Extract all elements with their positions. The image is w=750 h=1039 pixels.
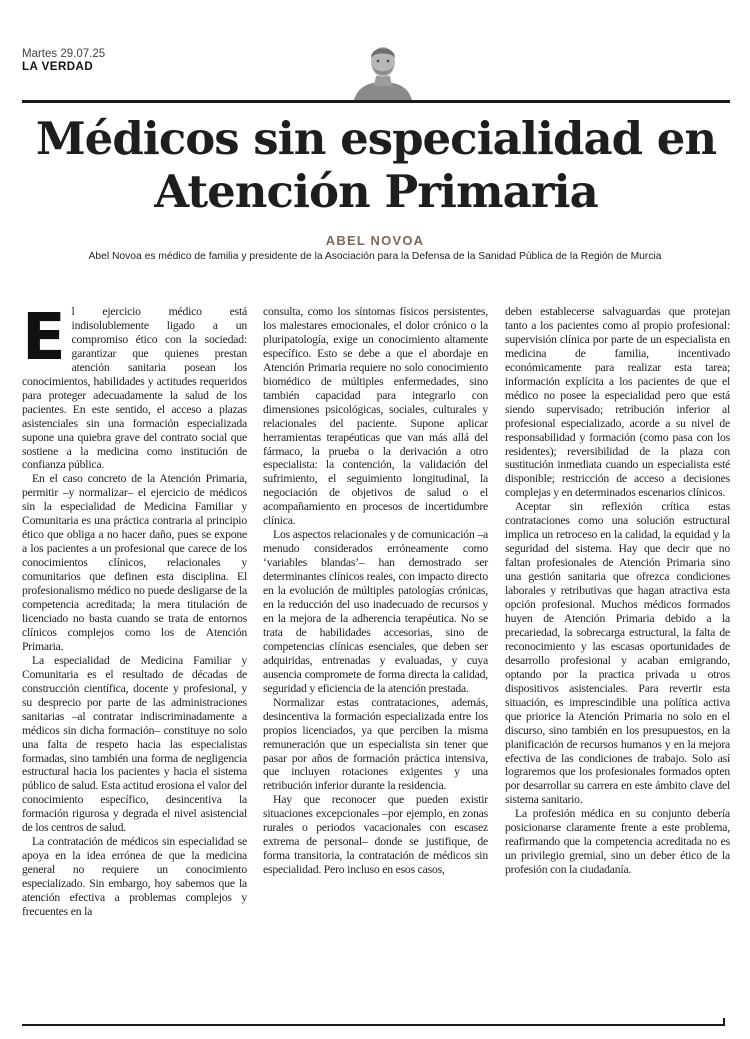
paragraph: La especialidad de Medicina Familiar y Comunitaria es el resultado de décadas de construcción científica, docente y profesional, y su desprecio por parte de las administraciones sanitarias –al contratar indiscriminadamente a médicos sin dicha formación– constituye no solo una falta de respeto hacia las especialistas formadas, sino también una forma de negligencia estructural hacia los pacientes y hacia el sistema público de salud. Esta actitud erosiona el valor del conocimiento específico, desincentiva la formación rigurosa y degrada el nivel asistencial de los centros de salud.	[22, 653, 247, 835]
footer-rule-tick	[723, 1018, 725, 1026]
paragraph: Normalizar estas contrataciones, además, desincentiva la formación especializada entre los propios licenciados, ya que perciben la misma remuneración que un especialista sin tener que pasar por años de formación práctica intensiva, que incluyen rotaciones exigentes y una retribución inferior durante la residencia.	[263, 695, 488, 793]
paragraph: Aceptar sin reflexión crítica estas contrataciones como una solución estructural implica un retroceso en la calidad, la equidad y la seguridad del sistema. Hay que decir que no faltan profesionales de Atención Primaria sino una gestión sanitaria que ofrezca condiciones laborales y retributivas que hagan atractiva esta opción profesional. Muchos médicos formados huyen de Atención Primaria debido a la precariedad, la sobrecarga estructural, la falta de reconocimiento y las escasas oportunidades de desarrollo profesional y acaban emigrando, optando por la practica privada u otros dispositivos asistenciales. Para revertir esta situación, es imprescindible una política activa que priorice la Atención Primaria no solo en el discurso, sino también en los presupuestos, en la planificación de recursos humanos y en la mejora efectiva de las condiciones de trabajo. Solo así lograremos que los profesionales formados opten por desarrollar su carrera en este ámbito clave del sistema sanitario.	[505, 500, 730, 807]
footer-rule	[22, 1024, 724, 1026]
paragraph: Hay que reconocer que pueden existir situaciones excepcionales –por ejemplo, en zonas rurales o periodos vacacionales con escasez extrema de personal– donde se justifique, de forma transitoria, la contratación de médicos sin especialidad. Pero incluso en esos casos,	[263, 793, 488, 877]
article-column-1	[22, 301, 247, 919]
masthead	[22, 48, 105, 74]
paragraph: consulta, como los síntomas físicos persistentes, los malestares emocionales, el dolor crónico o la pluripatología, exige un conocimiento altamente específico. Esto se debe a que el abordaje en Atención Primaria requiere no solo conocimiento biomédico de múltiples enfermedades, sino también capacidad para integrarlo con dimensiones psicológicas, sociales, culturales y relacionales del paciente. Supone aplicar herramientas terapéuticas que van más allá del fármaco, la prueba o la derivación a otro especialista: la contención, la validación del sufrimiento, el seguimiento longitudinal, la negociación de objetivos de salud o el acompañamiento en procesos de incertidumbre clínica.	[263, 305, 488, 528]
paragraph: deben establecerse salvaguardas que protejan tanto a los pacientes como al propio profesional: supervisión clínica por parte de un especialista en medicina de familia, incentivado económicamente para realizar esta tarea; información explícita a los pacientes de que el médico no posee la especialidad pero que está siendo supervisado; retribución inferior al profesional especializado, acorde a su nivel de responsabilidad y formación (como pasa con los residentes); reversibilidad de la plaza con sustitución inmediata cuando un especialista esté disponible; restricción de acceso a decisiones complejas y en determinados escenarios clínicos.	[505, 305, 730, 500]
paragraph: La contratación de médicos sin especialidad se apoya en la idea errónea de que la medicina general no requiere un conocimiento especializado. Sin embargo, hoy sabemos que la atención efectiva a problemas complejos y frecuentes en la	[22, 835, 247, 918]
article-column-2	[263, 305, 488, 877]
publication-date: Martes 29.07.25	[22, 48, 106, 60]
newspaper-name: LA VERDAD	[22, 61, 94, 73]
paragraph-text: l ejercicio médico está indisolublemente ligado a un compromiso ético con la sociedad: garantizar que quienes prestan atención sanitaria posean los conocimientos, habilidades y actitudes requeridos para proteger adecuadamente la salud de los pacientes. En este sentido, el acceso a plazas asistenciales sin una formación especializada supone una quiebra grave del contrato social que sostiene a la medicina como institución de confianza pública.	[22, 305, 247, 472]
headline-line-2: Atención Primaria	[154, 165, 598, 218]
author-bio: Abel Novoa es médico de familia y presidente de la Asociación para la Defensa de la Sanidad Pública de la Región de Murcia	[88, 251, 662, 262]
header-rule	[22, 100, 730, 103]
paragraph: Los aspectos relacionales y de comunicación –a menudo considerados erróneamente como ‘variables blandas’– han demostrado ser determinantes clínicos reales, con impacto directo en la evolución de múltiples patologías crónicas, en la reducción del uso inadecuado de recursos y en la mejora de la adherencia terapéutica. No se trata de habilidades accesorias, sino de competencias clínicas esenciales, que deben ser adquiridas, entrenadas y evaluadas, y cuya ausencia compromete de forma directa la calidad, seguridad y eficiencia de la atención prestada.	[263, 528, 488, 695]
article-column-3	[505, 305, 730, 877]
headline-line-1: Médicos sin especialidad en	[35, 112, 717, 165]
paragraph	[22, 301, 247, 472]
paragraph: En el caso concreto de la Atención Primaria, permitir –y normalizar– el ejercicio de médicos sin la especialidad de Medicina Familiar y Comunitaria es una práctica contraria al principio ético que obliga a no hacer daño, pues se expone a los pacientes a un profesional que carece de los conocimientos clínicos, relacionales y comunitarios que definen esta disciplina. El profesionalismo médico no puede desligarse de la competencia acreditada; la mera titulación de licenciado no basta cuando se trata de entornos clínicos complejos como los de Atención Primaria.	[22, 472, 247, 653]
paragraph: La profesión médica en su conjunto debería posicionarse claramente frente a este problema, reafirmando que la competencia acreditada no es un privilegio gremial, sino un deber ético de la profesión con la ciudadanía.	[505, 807, 730, 877]
author-portrait	[348, 36, 418, 100]
drop-cap: E	[22, 301, 66, 375]
article-headline	[20, 112, 732, 218]
author-byline: ABEL NOVOA	[325, 233, 425, 248]
